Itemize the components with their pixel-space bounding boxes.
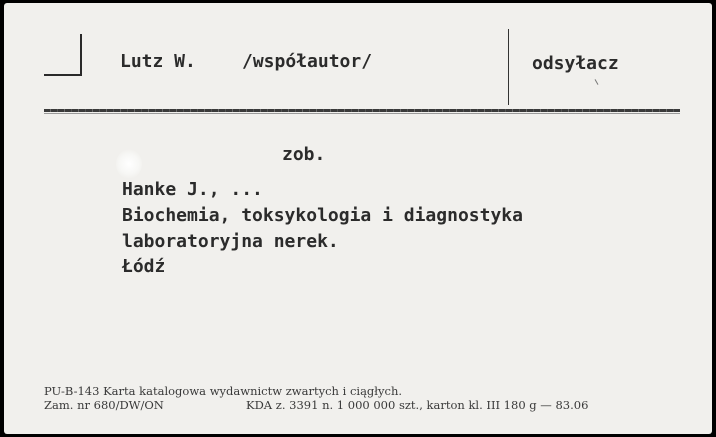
author-role: /współautor/ (242, 51, 373, 72)
catalog-card (4, 3, 712, 434)
author-name: Lutz W. (120, 51, 196, 72)
reference-title-line2: laboratoryjna nerek. (122, 231, 339, 252)
corner-mark-vertical (80, 34, 82, 75)
ink-mark (595, 79, 599, 85)
paper-smudge (116, 149, 142, 179)
see-reference: zob. (282, 144, 326, 165)
reference-place: Łódź (122, 256, 166, 277)
form-identifier: PU-B-143 Karta katalogowa wydawnictw zwartych i ciągłych. (44, 384, 403, 398)
card-type-label: odsyłacz (532, 53, 619, 74)
header-rule-shadow (44, 113, 680, 114)
corner-mark-horizontal (44, 74, 82, 76)
header-divider (508, 29, 509, 105)
print-info: KDA z. 3391 n. 1 000 000 szt., karton kl. III 180 g — 83.06 (246, 398, 589, 412)
reference-author: Hanke J., ... (122, 179, 263, 200)
header-rule (44, 109, 680, 112)
reference-title-line1: Biochemia, toksykologia i diagnostyka (122, 205, 523, 226)
order-number: Zam. nr 680/DW/ON (44, 398, 164, 412)
